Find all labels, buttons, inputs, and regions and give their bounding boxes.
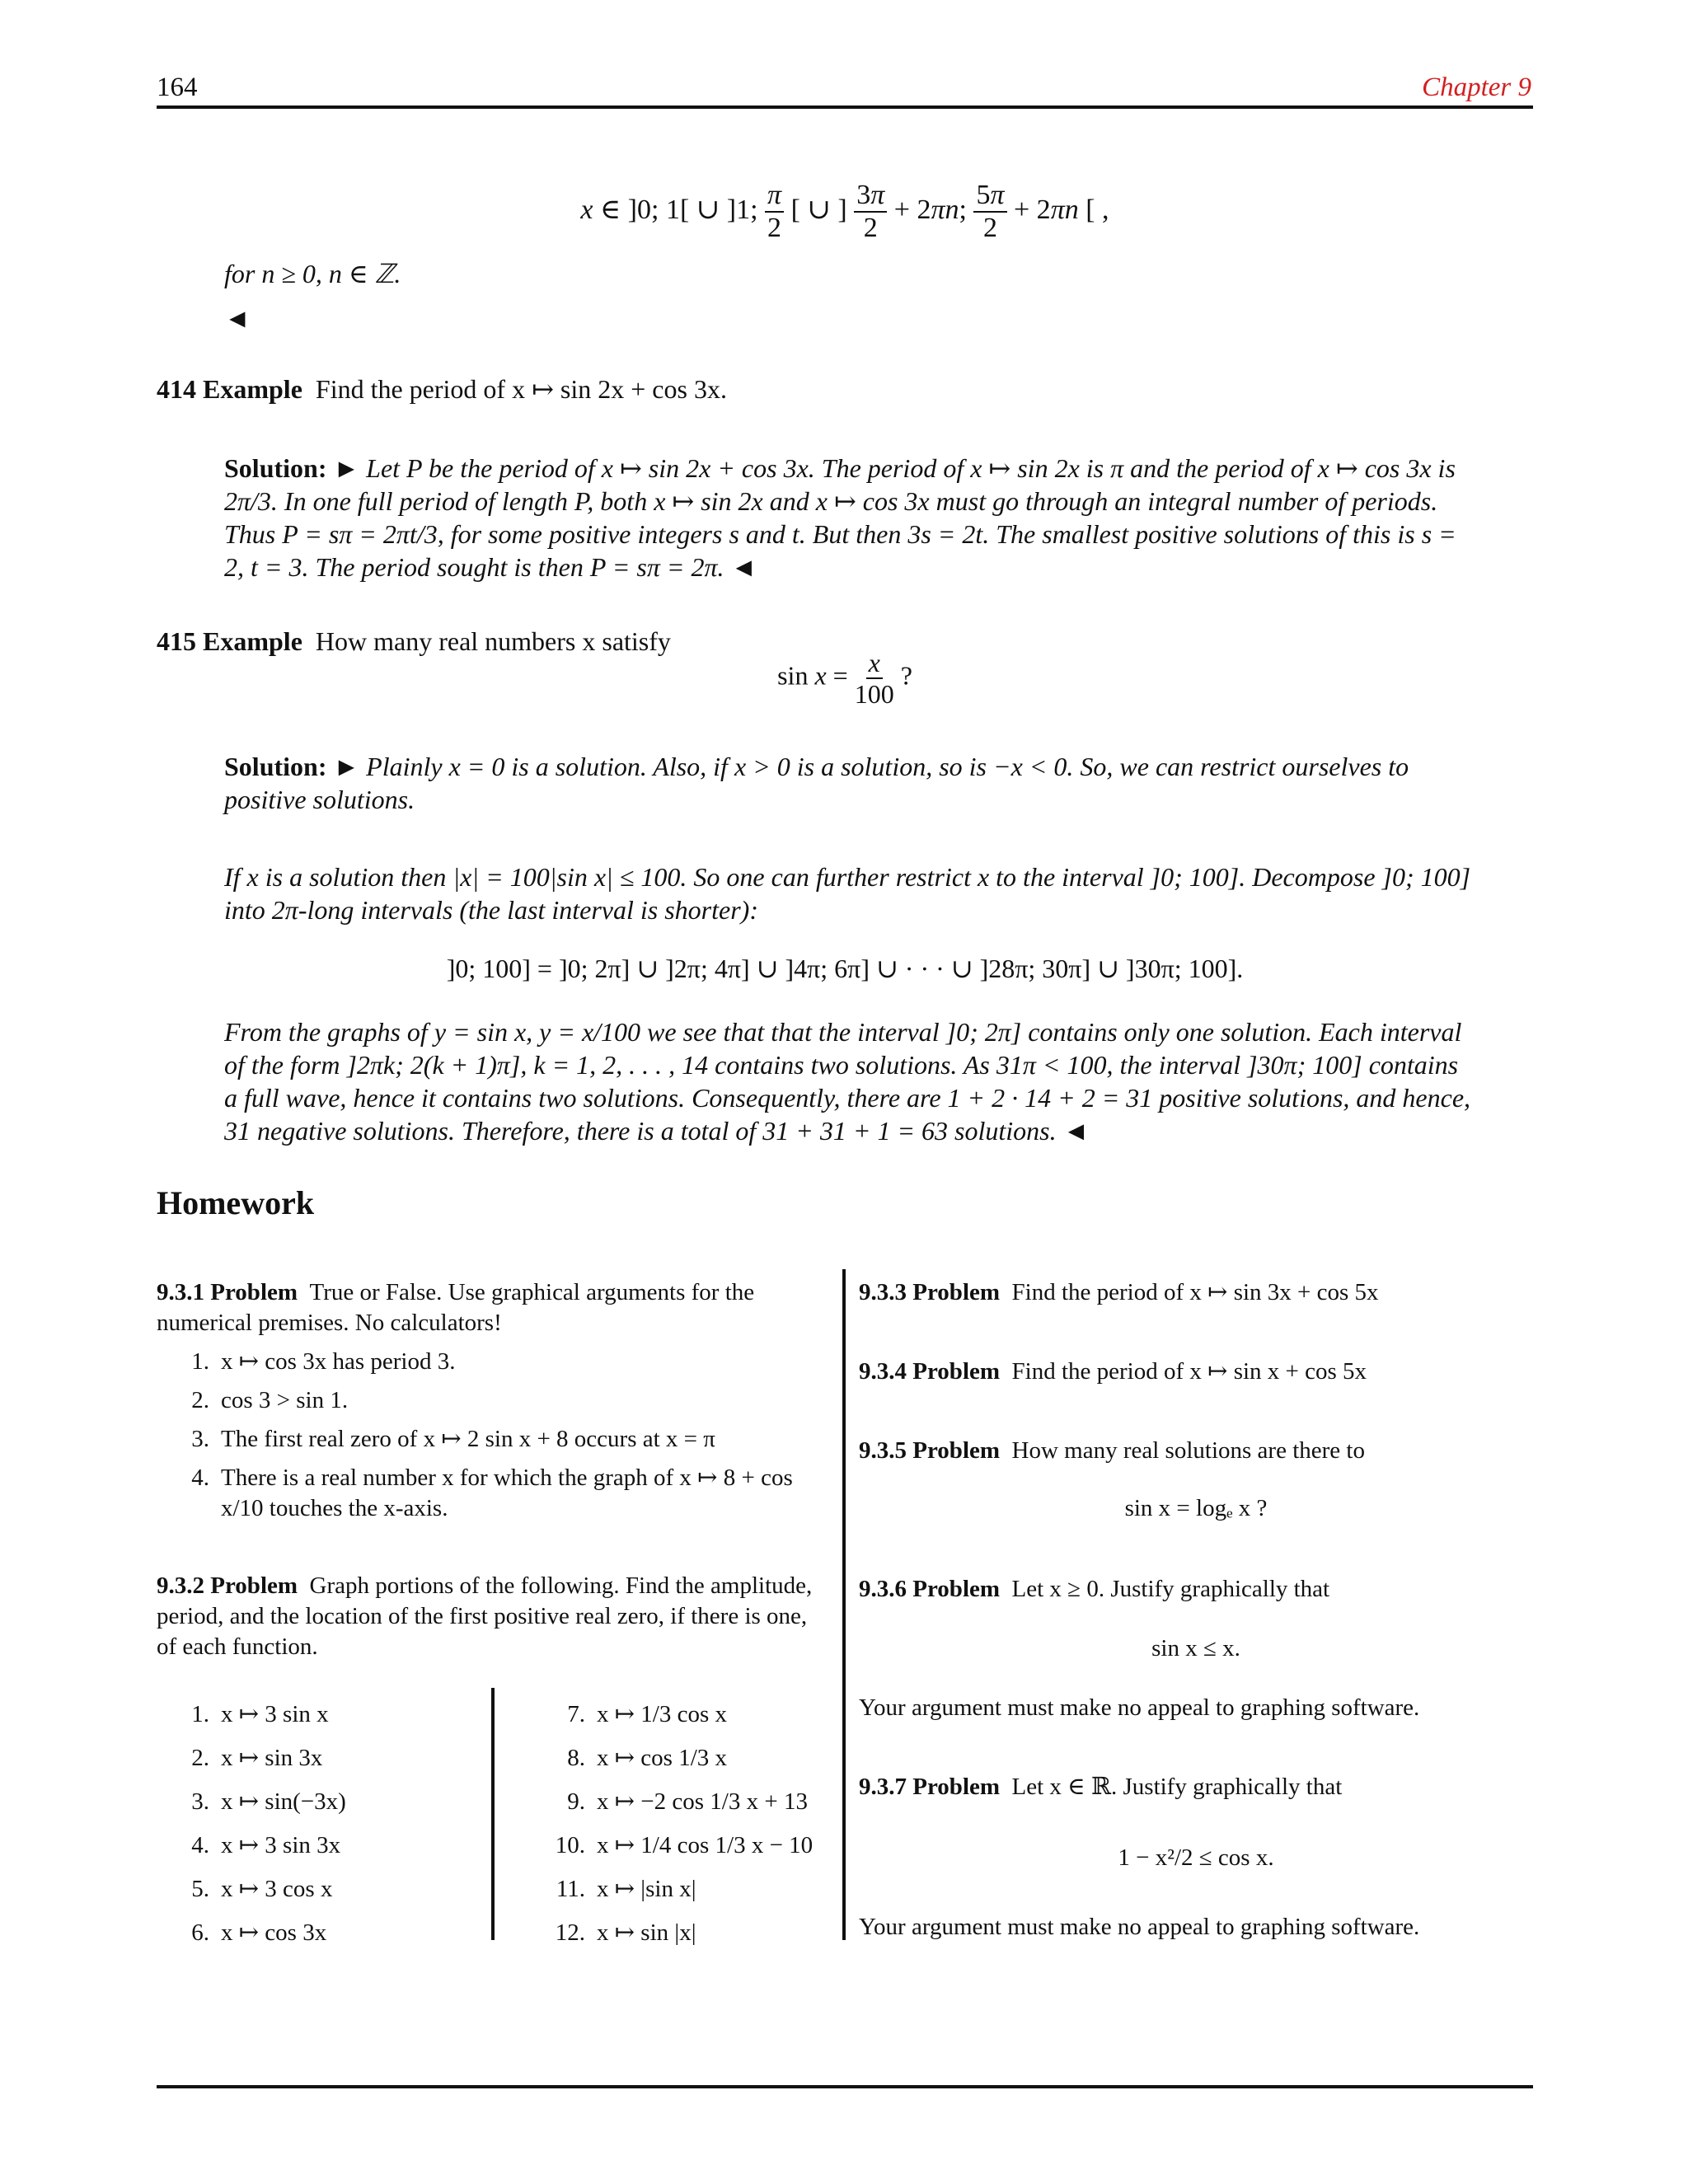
problem-text: Find the period of x ↦ sin x + cos 5x <box>1011 1358 1367 1385</box>
list-item-text: x ↦ 3 sin 3x <box>221 1832 341 1858</box>
solution-text: Plainly x = 0 is a solution. Also, if x > 0 is a solution, so is −x < 0. So, we can restrict ourselves to positive solutions. <box>224 752 1409 814</box>
problem-label: 9.3.5 Problem <box>859 1437 1001 1464</box>
example-label: Example <box>203 374 302 404</box>
problem-label: 9.3.7 Problem <box>859 1774 1001 1800</box>
example-414-solution <box>224 452 1477 583</box>
start-marker-icon: ► <box>333 453 360 483</box>
example-415-equation: sin x = $\frac{x}{100}$ ? <box>777 648 912 709</box>
column-divider <box>842 1269 846 1940</box>
list-item: 12. x ↦ sin |x| <box>511 1911 841 1955</box>
solution-label: Solution: <box>224 453 327 483</box>
list-item-text: x ↦ |sin x| <box>597 1876 696 1902</box>
example-415-solution-p1 <box>224 750 1477 816</box>
header-rule <box>157 105 1533 109</box>
list-item: 8. x ↦ cos 1/3 x <box>511 1736 841 1780</box>
problem-text: True or False. Use graphical arguments for the numerical premises. No calculators! <box>157 1279 755 1336</box>
example-statement: Find the period of x ↦ sin 2x + cos 3x. <box>315 374 727 404</box>
problem-text: Find the period of x ↦ sin 3x + cos 5x <box>1011 1279 1379 1305</box>
list-item-text: There is a real number x for which the graph of x ↦ 8 + cos x/10 touches the x-axis. <box>221 1465 793 1521</box>
list-item: 4. There is a real number x for which the graph of x ↦ 8 + cos x/10 touches the x-axis. <box>157 1463 832 1524</box>
interval-expression: x ∈ ]0; 1[ ∪ ]1; $\frac{\pi}{2}$ [ ∪ ] $\frac{3\pi}{2}$ + 2πn; $\frac{5\pi}{2}$ + 2πn [ , <box>580 180 1109 243</box>
problem-text: How many real solutions are there to <box>1011 1437 1365 1464</box>
list-item: 5. x ↦ 3 cos x <box>157 1868 470 1911</box>
problem-label: 9.3.6 Problem <box>859 1576 1001 1602</box>
problem-9-3-6-note: Your argument must make no appeal to graphing software. <box>859 1694 1420 1721</box>
start-marker-icon: ► <box>333 752 360 781</box>
problem-label: 9.3.1 Problem <box>157 1279 298 1305</box>
list-item: 11. x ↦ |sin x| <box>511 1868 841 1911</box>
solution-text: From the graphs of y = sin x, y = x/100 we see that that the interval ]0; 2π] contains only one solution. Each interval of the form ]2πk; 2(k + 1)π], k = 1, 2, . . . , 14 contains two solutions. As 31π < 100, the interval ]30π; 100] contains a full wave, hence it contains two solutions. Consequently, there are 1 + 2 · 14 + 2 = 31 positive solutions, and hence, 31 negative solutions. Therefore, there is a total of 31 + 31 + 1 = 63 solutions. <box>224 1017 1471 1146</box>
problem-text: Graph portions of the following. Find the amplitude, period, and the location of the first positive real zero, if there is one, of each function. <box>157 1572 813 1660</box>
list-item-text: The first real zero of x ↦ 2 sin x + 8 occurs at x = π <box>221 1426 715 1452</box>
problem-9-3-7-note: Your argument must make no appeal to graphing software. <box>859 1914 1420 1940</box>
problem-9-3-2 <box>157 1571 824 1662</box>
problem-label: 9.3.2 Problem <box>157 1572 298 1599</box>
list-item-text: x ↦ cos 1/3 x <box>597 1745 728 1771</box>
homework-title: Homework <box>157 1184 315 1221</box>
list-item-text: x ↦ cos 3x has period 3. <box>221 1348 456 1375</box>
list-item: 9. x ↦ −2 cos 1/3 x + 13 <box>511 1780 841 1824</box>
list-item-text: x ↦ sin |x| <box>597 1919 696 1946</box>
problem-9-3-7 <box>859 1772 1533 1802</box>
example-414-heading <box>157 373 727 405</box>
list-item: 10. x ↦ 1/4 cos 1/3 x − 10 <box>511 1824 841 1868</box>
problem-text: Let x ≥ 0. Justify graphically that <box>1011 1576 1330 1602</box>
problem-statement <box>157 1277 832 1338</box>
example-415-decomposition: ]0; 100] = ]0; 2π] ∪ ]2π; 4π] ∪ ]4π; 6π] ∪ · · · ∪ ]28π; 30π] ∪ ]30π; 100]. <box>446 954 1244 983</box>
chapter-title: Chapter 9 <box>1422 73 1531 102</box>
problem-9-3-5-equation: sin x = logₑ x ? <box>1124 1495 1268 1521</box>
problem-text: Let x ∈ ℝ. Justify graphically that <box>1011 1774 1343 1800</box>
example-number: 415 <box>157 626 196 656</box>
list-item: 2. x ↦ sin 3x <box>157 1736 470 1780</box>
problem-9-3-6-equation: sin x ≤ x. <box>1151 1635 1240 1661</box>
footer-rule <box>157 2085 1533 2088</box>
list-item-text: x ↦ 1/4 cos 1/3 x − 10 <box>597 1832 814 1858</box>
problem-9-3-4 <box>859 1357 1533 1387</box>
end-marker-icon: ◄ <box>224 303 251 333</box>
solution-label: Solution: <box>224 752 327 781</box>
intro-condition: for n ≥ 0, n ∈ ℤ. <box>224 259 401 288</box>
end-marker-icon: ◄ <box>1062 1116 1090 1146</box>
problem-9-3-7-equation: 1 − x²/2 ≤ cos x. <box>1118 1844 1274 1871</box>
list-item: 7. x ↦ 1/3 cos x <box>511 1693 841 1736</box>
example-statement: How many real numbers x satisfy <box>315 626 671 656</box>
solution-text: Let P be the period of x ↦ sin 2x + cos 3x. The period of x ↦ sin 2x is π and the period of x ↦ cos 3x is 2π/3. In one full period of length P, both x ↦ sin 2x and x ↦ cos 3x must go through an integral number of periods. Thus P = sπ = 2πt/3, for some positive integers s and t. But then 3s = 2t. The smallest positive solutions of this is s = 2, t = 3. The period sought is then P = sπ = 2π. <box>224 453 1456 582</box>
example-415-solution-p3 <box>224 1015 1477 1147</box>
list-item-text: x ↦ 1/3 cos x <box>597 1701 728 1727</box>
end-marker-icon: ◄ <box>730 552 757 582</box>
problem-9-3-2-left-list <box>157 1693 470 1955</box>
page-number: 164 <box>157 73 198 102</box>
list-item: 1. x ↦ cos 3x has period 3. <box>157 1347 832 1377</box>
example-label: Example <box>203 626 302 656</box>
problem-9-3-6 <box>859 1574 1533 1605</box>
example-415-solution-p2: If x is a solution then |x| = 100|sin x| ≤ 100. So one can further restrict x to the interval ]0; 100]. Decompose ]0; 100] into 2π-long intervals (the last interval is shorter): <box>224 862 1471 925</box>
example-number: 414 <box>157 374 196 404</box>
list-item-text: x ↦ −2 cos 1/3 x + 13 <box>597 1788 808 1815</box>
list-item: 1. x ↦ 3 sin x <box>157 1693 470 1736</box>
list-item: 2. cos 3 > sin 1. <box>157 1385 832 1416</box>
problem-9-3-1 <box>157 1277 832 1532</box>
list-item-text: x ↦ 3 cos x <box>221 1876 333 1902</box>
list-item: 6. x ↦ cos 3x <box>157 1911 470 1955</box>
problem-item-list <box>157 1347 832 1524</box>
list-item-text: x ↦ 3 sin x <box>221 1701 329 1727</box>
column-divider <box>491 1688 495 1940</box>
list-item: 3. The first real zero of x ↦ 2 sin x + 8 occurs at x = π <box>157 1424 832 1455</box>
list-item-text: x ↦ sin 3x <box>221 1745 323 1771</box>
list-item: 3. x ↦ sin(−3x) <box>157 1780 470 1824</box>
problem-9-3-5 <box>859 1436 1533 1466</box>
list-item-text: x ↦ sin(−3x) <box>221 1788 346 1815</box>
problem-label: 9.3.4 Problem <box>859 1358 1001 1385</box>
problem-9-3-2-right-list <box>511 1693 841 1955</box>
list-item-text: x ↦ cos 3x <box>221 1919 327 1946</box>
list-item: 4. x ↦ 3 sin 3x <box>157 1824 470 1868</box>
problem-9-3-3 <box>859 1277 1533 1308</box>
list-item-text: cos 3 > sin 1. <box>221 1387 349 1413</box>
problem-label: 9.3.3 Problem <box>859 1279 1001 1305</box>
